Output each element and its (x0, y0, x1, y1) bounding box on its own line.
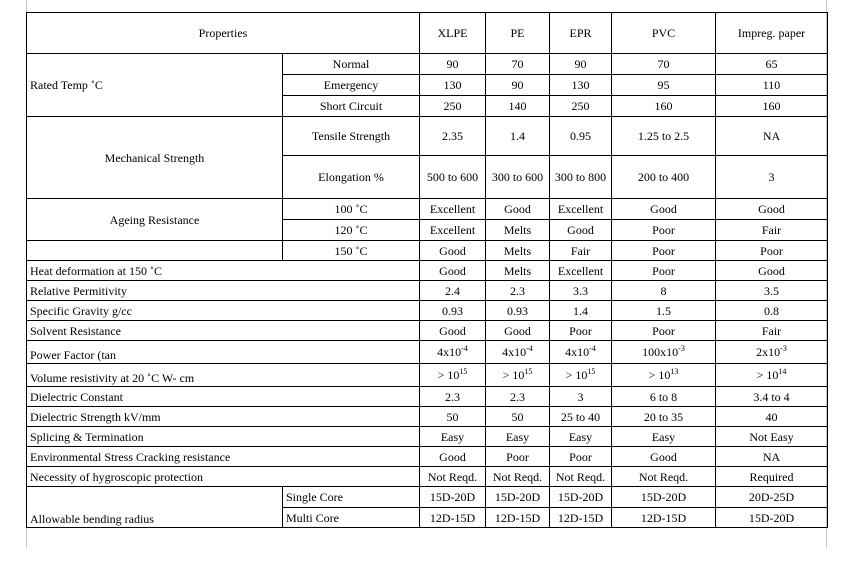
table-cell: 20 to 35 (612, 407, 716, 427)
value-exponent: 14 (778, 367, 787, 376)
table-cell: 1.4 (486, 117, 550, 156)
table-cell: Easy (420, 427, 486, 447)
table-cell: 160 (612, 96, 716, 117)
table-cell: Not Easy (716, 427, 828, 447)
table-cell: Poor (486, 447, 550, 467)
table-row (27, 321, 828, 341)
table-cell: 2.3 (486, 281, 550, 301)
value-exponent: 15 (524, 367, 533, 376)
table-cell (612, 341, 716, 364)
table-cell: Easy (550, 427, 612, 447)
mechanical-strength-label: Mechanical Strength (27, 117, 283, 199)
table-cell: 2.3 (486, 387, 550, 407)
table-cell: 12D-15D (550, 508, 612, 528)
table-cell: Required (716, 467, 828, 487)
table-row (27, 261, 828, 281)
material-header-epr: EPR (550, 13, 612, 54)
table-cell: 160 (716, 96, 828, 117)
table-cell (550, 341, 612, 364)
table-cell: 500 to 600 (420, 156, 486, 199)
table-cell: Good (420, 241, 486, 261)
table-cell: 300 to 800 (550, 156, 612, 199)
table-row (27, 447, 828, 467)
value-base: > 10 (437, 368, 460, 382)
row-sublabel: Emergency (283, 75, 420, 96)
table-cell: 3.3 (550, 281, 612, 301)
ageing-resistance-label: Ageing Resistance (27, 199, 283, 241)
table-row (27, 467, 828, 487)
table-cell: 200 to 400 (612, 156, 716, 199)
material-header-pvc: PVC (612, 13, 716, 54)
row-label: Volume resistivity at 20 ˚C W- cm (27, 364, 420, 387)
row-sublabel: 120 ˚C (283, 220, 420, 241)
table-cell: NA (716, 447, 828, 467)
material-header-pe: PE (486, 13, 550, 54)
rated-temp-label: Rated Temp ˚C (27, 54, 283, 117)
row-label: Dielectric Constant (27, 387, 420, 407)
table-cell: Good (420, 261, 486, 281)
table-cell: 90 (550, 54, 612, 75)
table-cell: 8 (612, 281, 716, 301)
row-sublabel: Normal (283, 54, 420, 75)
table-cell (420, 364, 486, 387)
table-cell: 0.93 (420, 301, 486, 321)
table-cell: Not Reqd. (550, 467, 612, 487)
table-cell: Excellent (420, 220, 486, 241)
table-cell: 12D-15D (612, 508, 716, 528)
table-cell: 110 (716, 75, 828, 96)
row-label: Relative Permitivity (27, 281, 420, 301)
row-label: Heat deformation at 150 ˚C (27, 261, 420, 281)
table-cell: 2.4 (420, 281, 486, 301)
properties-header: Properties (27, 13, 420, 54)
value-base: 4x10 (437, 345, 462, 359)
table-cell: Poor (612, 220, 716, 241)
table-cell: 3.4 to 4 (716, 387, 828, 407)
table-cell: Melts (486, 241, 550, 261)
table-cell: 130 (550, 75, 612, 96)
table-cell: Fair (550, 241, 612, 261)
table-cell: Good (550, 220, 612, 241)
value-exponent: -3 (678, 344, 685, 353)
value-base: > 10 (565, 368, 588, 382)
table-row (27, 427, 828, 447)
table-cell: 300 to 600 (486, 156, 550, 199)
table-cell: 1.25 to 2.5 (612, 117, 716, 156)
table-cell: 3 (550, 387, 612, 407)
table-cell: Easy (486, 427, 550, 447)
table-cell: Excellent (420, 199, 486, 220)
table-cell: 90 (486, 75, 550, 96)
table-cell: 0.8 (716, 301, 828, 321)
value-base: 4x10 (502, 345, 527, 359)
table-row (27, 341, 828, 364)
table-cell: Poor (550, 321, 612, 341)
table-cell: Good (420, 321, 486, 341)
row-label: Specific Gravity g/cc (27, 301, 420, 321)
table-cell: 70 (612, 54, 716, 75)
table-cell: Poor (550, 447, 612, 467)
table-row (27, 387, 828, 407)
row-sublabel: Elongation % (283, 156, 420, 199)
table-cell (486, 341, 550, 364)
value-exponent: 15 (459, 367, 468, 376)
table-cell: Not Reqd. (420, 467, 486, 487)
row-label: Environmental Stress Cracking resistance (27, 447, 420, 467)
table-cell: Good (486, 321, 550, 341)
table-cell: 6 to 8 (612, 387, 716, 407)
table-cell: Poor (716, 241, 828, 261)
row-label: Solvent Resistance (27, 321, 420, 341)
value-base: 100x10 (642, 345, 679, 359)
row-sublabel: Tensile Strength (283, 117, 420, 156)
table-cell (612, 364, 716, 387)
value-exponent: -4 (589, 344, 596, 353)
table-cell (420, 341, 486, 364)
table-cell: Poor (612, 241, 716, 261)
table-cell: 15D-20D (612, 487, 716, 508)
table-cell: Fair (716, 321, 828, 341)
header-row (27, 13, 828, 54)
table-cell: 65 (716, 54, 828, 75)
table-cell: 2.35 (420, 117, 486, 156)
table-cell: 25 to 40 (550, 407, 612, 427)
value-base: > 10 (648, 368, 671, 382)
table-cell: 0.93 (486, 301, 550, 321)
table-row (27, 364, 828, 387)
table-cell: Good (612, 447, 716, 467)
table-cell: 3 (716, 156, 828, 199)
table-cell: Poor (612, 321, 716, 341)
table-cell: Excellent (550, 199, 612, 220)
table-cell: Easy (612, 427, 716, 447)
table-cell: Good (420, 447, 486, 467)
table-row (27, 301, 828, 321)
table-cell (550, 364, 612, 387)
row-label: Power Factor (tan (27, 341, 420, 364)
row-label: Necessity of hygroscopic protection (27, 467, 420, 487)
table-cell: Melts (486, 261, 550, 281)
table-row (27, 117, 828, 156)
table-cell: 1.5 (612, 301, 716, 321)
table-cell (486, 364, 550, 387)
table-cell: Good (486, 199, 550, 220)
material-header-xlpe: XLPE (420, 13, 486, 54)
table-cell: Excellent (550, 261, 612, 281)
table-cell: 15D-20D (486, 487, 550, 508)
table-cell: 15D-20D (716, 508, 828, 528)
table-cell: Fair (716, 220, 828, 241)
value-exponent: -4 (526, 344, 533, 353)
table-cell: 50 (420, 407, 486, 427)
row-label: Splicing & Termination (27, 427, 420, 447)
table-cell: Poor (612, 261, 716, 281)
table-cell (716, 341, 828, 364)
bending-radius-label: Allowable bending radius (27, 487, 283, 528)
row-sublabel: Short Circuit (283, 96, 420, 117)
value-exponent: 15 (587, 367, 596, 376)
value-base: > 10 (502, 368, 525, 382)
row-label: Dielectric Strength kV/mm (27, 407, 420, 427)
empty-cell (27, 241, 283, 261)
table-cell: 0.95 (550, 117, 612, 156)
table-cell: 40 (716, 407, 828, 427)
table-cell: 90 (420, 54, 486, 75)
table-row (27, 281, 828, 301)
table-cell: 130 (420, 75, 486, 96)
table-cell: 70 (486, 54, 550, 75)
table-cell: 250 (550, 96, 612, 117)
table-row (27, 241, 828, 261)
table-cell: Good (612, 199, 716, 220)
table-cell: 15D-20D (420, 487, 486, 508)
table-row (27, 54, 828, 75)
value-exponent: -3 (780, 344, 787, 353)
value-exponent: -4 (461, 344, 468, 353)
row-sublabel: Single Core (283, 487, 420, 508)
row-sublabel: Multi Core (283, 508, 420, 528)
table-cell: Not Reqd. (612, 467, 716, 487)
row-sublabel: 100 ˚C (283, 199, 420, 220)
table-cell: 2.3 (420, 387, 486, 407)
table-cell: 140 (486, 96, 550, 117)
table-cell: Melts (486, 220, 550, 241)
table-cell: 15D-20D (550, 487, 612, 508)
table-cell (716, 364, 828, 387)
table-cell: NA (716, 117, 828, 156)
value-base: 4x10 (565, 345, 590, 359)
table-cell: 1.4 (550, 301, 612, 321)
table-row (27, 199, 828, 220)
table-cell: Good (716, 199, 828, 220)
table-row (27, 487, 828, 508)
table-row (27, 407, 828, 427)
row-sublabel: 150 ˚C (283, 241, 420, 261)
table-cell: 95 (612, 75, 716, 96)
value-base: 2x10 (756, 345, 781, 359)
table-cell: 3.5 (716, 281, 828, 301)
table-cell: 50 (486, 407, 550, 427)
table-cell: Good (716, 261, 828, 281)
table-cell: 250 (420, 96, 486, 117)
table-cell: 20D-25D (716, 487, 828, 508)
table-cell: Not Reqd. (486, 467, 550, 487)
material-header-paper: Impreg. paper (716, 13, 828, 54)
table-cell: 12D-15D (486, 508, 550, 528)
value-base: > 10 (756, 368, 779, 382)
table-cell: 12D-15D (420, 508, 486, 528)
cable-insulation-properties-table (26, 12, 828, 528)
value-exponent: 13 (670, 367, 679, 376)
